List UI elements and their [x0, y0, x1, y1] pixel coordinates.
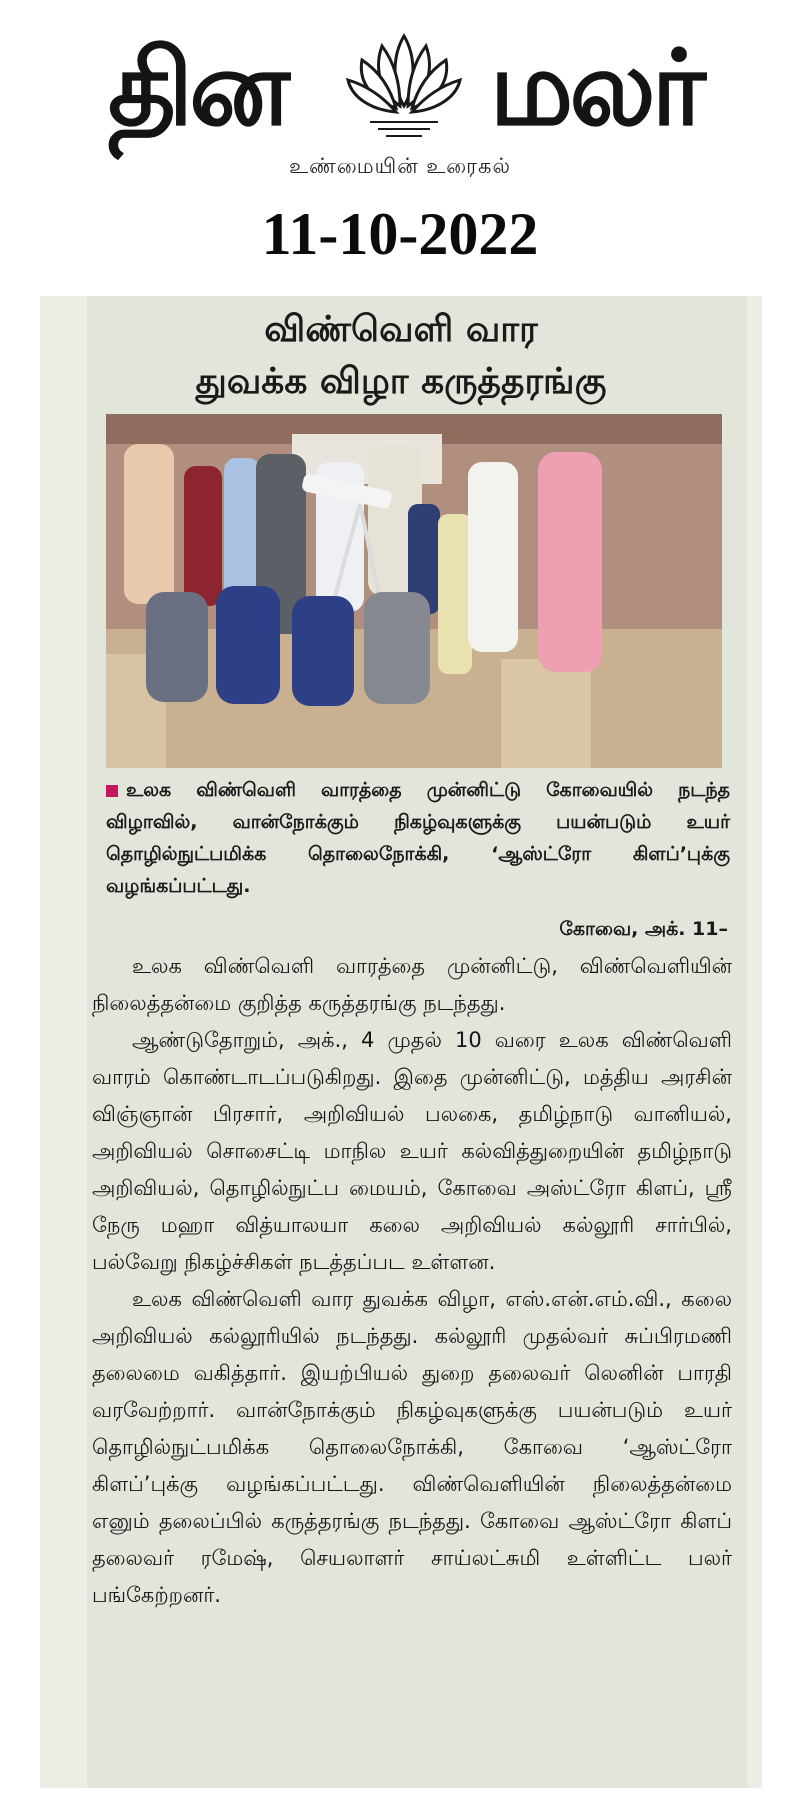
masthead-title-right: மலர் [489, 27, 702, 149]
article-paragraph-3: உலக விண்வெளி வார துவக்க விழா, எஸ்.என்.எம்.வி., கலை அறிவியல் கல்லூரியில் நடந்தது. கல்லூரி முதல்வர் சுப்பிரமணி தலைமை வகித்தார். இயற்பியல் துறை தலைவர் லெனின் பாரதி வரவேற்றார். வான்நோக்கும் நிகழ்வுகளுக்கு பயன்படும் உயர் தொழில்நுட்பமிக்க தொலைநோக்கி, கோவை ‘ஆஸ்ட்ரோ கிளப்’புக்கு வழங்கப்பட்டது. விண்வெளியின் நிலைத்தன்மை எனும் தலைப்பில் கருத்தரங்கு நடந்தது. கோவை ஆஸ்ட்ரோ கிளப் தலைவர் ரமேஷ், செயலாளர் சாய்லட்சுமி உள்ளிட்ட பலர் பங்கேற்றனர். [92, 1287, 732, 1607]
event-photo [106, 414, 722, 768]
masthead-title-left: தின [108, 27, 287, 149]
caption-bullet-icon [106, 785, 118, 797]
headline-line-2: துவக்க விழா கருத்தரங்கு [195, 361, 607, 402]
caption-text: உலக விண்வெளி வாரத்தை முன்னிட்டு கோவையில் நடந்த விழாவில், வான்நோக்கும் நிகழ்வுகளுக்கு பயன்படும் உயர் தொழில்நுட்பமிக்க தொலைநோக்கி, ‘ஆஸ்ட்ரோ கிளப்’புக்கு வழங்கப்பட்டது. [106, 779, 730, 897]
article-paragraph-1: உலக விண்வெளி வாரத்தை முன்னிட்டு, விண்வெளியின் நிலைத்தன்மை குறித்த கருத்தரங்கு நடந்தது. [92, 954, 732, 1015]
photo-caption [106, 774, 730, 902]
article-body [92, 948, 732, 1614]
article-paragraph-2: ஆண்டுதோறும், அக்., 4 முதல் 10 வரை உலக விண்வெளி வாரம் கொண்டாடப்படுகிறது. இதை முன்னிட்டு, மத்திய அரசின் விஞ்ஞான் பிரசார், அறிவியல் பலகை, தமிழ்நாடு வானியல், அறிவியல் சொசைட்டி மாநில உயர் கல்வித்துறையின் தமிழ்நாடு அறிவியல், தொழில்நுட்ப மையம், கோவை அஸ்ட்ரோ கிளப், ஸ்ரீ நேரு மஹா வித்யாலயா கலை அறிவியல் கல்லூரி சார்பில், பல்வேறு நிகழ்ச்சிகள் நடத்தப்பட உள்ளன. [92, 1028, 732, 1274]
article-dateline: கோவை, அக். 11– [559, 918, 728, 940]
headline-line-1: விண்வெளி வார [264, 309, 538, 350]
masthead-tagline: உண்மையின் உரைகல் [289, 154, 511, 178]
masthead [0, 0, 800, 195]
publication-date: 11-10-2022 [261, 201, 539, 267]
newspaper-clipping [40, 296, 762, 1788]
lotus-icon [340, 26, 468, 144]
